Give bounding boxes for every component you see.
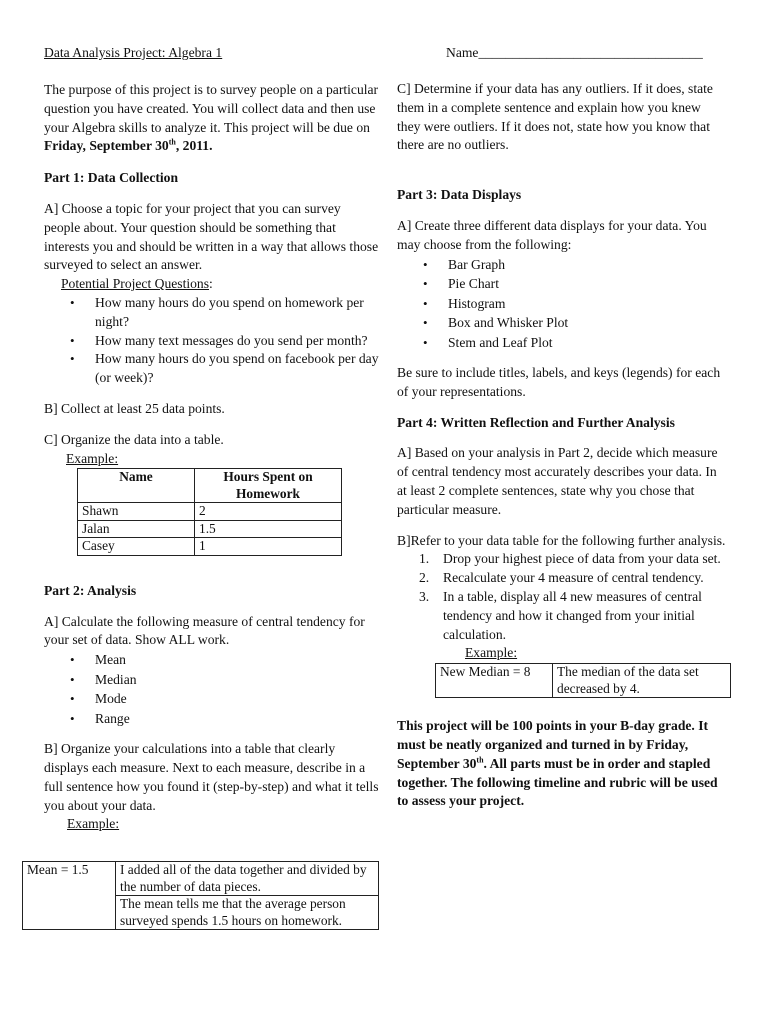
list-item: • Mode — [44, 689, 380, 709]
list-item: • Bar Graph — [397, 255, 727, 275]
part2-example-label: Example: — [67, 816, 120, 832]
table-row — [23, 862, 379, 896]
list-item — [397, 550, 727, 569]
table-cell: Shawn — [78, 503, 195, 521]
intro-paragraph — [44, 81, 380, 156]
intro-text: The purpose of this project is to survey people on a particular question you have created. You will collect data and then use your Algebra skills to analyze it. This project will be due on — [44, 82, 379, 135]
part3-note: Be sure to include titles, labels, and keys (legends) for each of your representations. — [397, 365, 721, 399]
part2-heading: Part 2: Analysis — [44, 582, 137, 598]
table-row — [78, 520, 342, 538]
measure-example-table — [22, 861, 379, 930]
potential-questions-label: Potential Project Questions — [61, 276, 210, 292]
list-item: • Mean — [44, 650, 380, 670]
table-header-row — [78, 469, 342, 503]
table-cell-new-median: New Median = 8 — [436, 664, 553, 698]
table-cell: Casey — [78, 538, 195, 556]
list-item: • Range — [44, 709, 380, 729]
closing-text-2: . All parts must be in order and stapled together. The following timeline and rubric will be used to assess your project. — [397, 755, 718, 809]
step-text: In a table, display all 4 new measures of central tendency and how it changed from your initial calculation. — [443, 589, 702, 642]
potential-questions-label-row — [44, 275, 380, 294]
part2-b: B] Organize your calculations into a table that clearly displays each measure. Next to each measure, describe in a full sentence how you found it (step-by-step) and what it tells you about your data. — [44, 741, 379, 813]
step-number: 3. — [419, 589, 430, 605]
step-number: 2. — [419, 570, 430, 586]
table-header-name: Name — [78, 469, 195, 503]
closing-text: This project will be 100 points in your B-day grade. It must be neatly organized and turned in by Friday, September 30 — [397, 718, 709, 771]
list-item: • How many text messages do you send per month? — [44, 332, 380, 351]
part4-example-label: Example: — [465, 645, 518, 661]
part4-b: B]Refer to your data table for the following further analysis. — [397, 532, 726, 548]
part1-a: A] Choose a topic for your project that you can survey people about. Your question should be something that interests you and should be written in a way that allows those surveyed to select an answer. — [44, 200, 379, 273]
document-title: Data Analysis Project: Algebra 1 — [44, 45, 223, 60]
potential-questions-list — [44, 294, 380, 388]
list-item — [397, 588, 727, 644]
table-cell-how: I added all of the data together and divided by the number of data pieces. — [116, 862, 379, 896]
part4-heading: Part 4: Written Reflection and Further Analysis — [397, 414, 675, 430]
table-cell-meaning: The mean tells me that the average person surveyed spends 1.5 hours on homework. — [116, 896, 379, 930]
step-text: Recalculate your 4 measure of central tendency. — [443, 570, 704, 586]
displays-list — [397, 255, 727, 353]
table-cell: 2 — [195, 503, 342, 521]
list-item — [397, 569, 727, 588]
table-cell-measure: Mean = 1.5 — [23, 862, 116, 930]
step-number: 1. — [419, 551, 430, 567]
step-text: Drop your highest piece of data from your data set. — [443, 551, 721, 567]
list-item: • How many hours do you spend on facebook per day (or week)? — [44, 350, 380, 388]
part1-c: C] Organize the data into a table. — [44, 431, 224, 447]
part2-a: A] Calculate the following measure of central tendency for your set of data. Show ALL work. — [44, 613, 365, 648]
further-analysis-steps — [397, 550, 727, 644]
part1-example-label: Example: — [66, 450, 119, 466]
closing-paragraph — [397, 717, 727, 811]
table-cell: 1 — [195, 538, 342, 556]
list-item: • Stem and Leaf Plot — [397, 333, 727, 353]
list-item: • Box and Whisker Plot — [397, 313, 727, 333]
part4-a: A] Based on your analysis in Part 2, decide which measure of central tendency most accurately describes your data. In at least 2 complete sentences, state why you chose that particular measure. — [397, 445, 718, 517]
potential-questions-colon: : — [209, 276, 213, 292]
table-cell: Jalan — [78, 520, 195, 538]
intro-due-date: Friday, September 30 — [44, 138, 169, 154]
list-item: • Pie Chart — [397, 274, 727, 294]
part2-c: C] Determine if your data has any outliers. If it does, state them in a complete sentence and explain how you knew they were outliers. If it does not, state how you know that there are no outliers. — [397, 81, 713, 153]
list-item: • Median — [44, 670, 380, 690]
left-column — [44, 44, 380, 834]
table-row — [436, 664, 731, 698]
median-example-table — [435, 663, 731, 698]
part3-heading: Part 3: Data Displays — [397, 187, 522, 203]
table-row — [78, 538, 342, 556]
part3-a: A] Create three different data displays for your data. You may choose from the following: — [397, 217, 707, 252]
table-row — [78, 503, 342, 521]
name-field-label: Name_________________________________ — [446, 45, 703, 60]
list-item: • How many hours do you spend on homework per night? — [44, 294, 380, 332]
part1-b: B] Collect at least 25 data points. — [44, 400, 225, 416]
part1-heading: Part 1: Data Collection — [44, 170, 179, 186]
table-header-hours: Hours Spent on Homework — [195, 469, 342, 503]
data-example-table — [77, 468, 342, 556]
list-item: • Histogram — [397, 294, 727, 314]
intro-due-sup: th — [168, 137, 176, 147]
table-cell: 1.5 — [195, 520, 342, 538]
intro-due-year: , 2011. — [175, 138, 213, 154]
table-cell-median-desc: The median of the data set decreased by 4. — [553, 664, 731, 698]
right-column — [397, 80, 727, 811]
closing-sup: th — [476, 755, 484, 765]
measures-list — [44, 650, 380, 728]
